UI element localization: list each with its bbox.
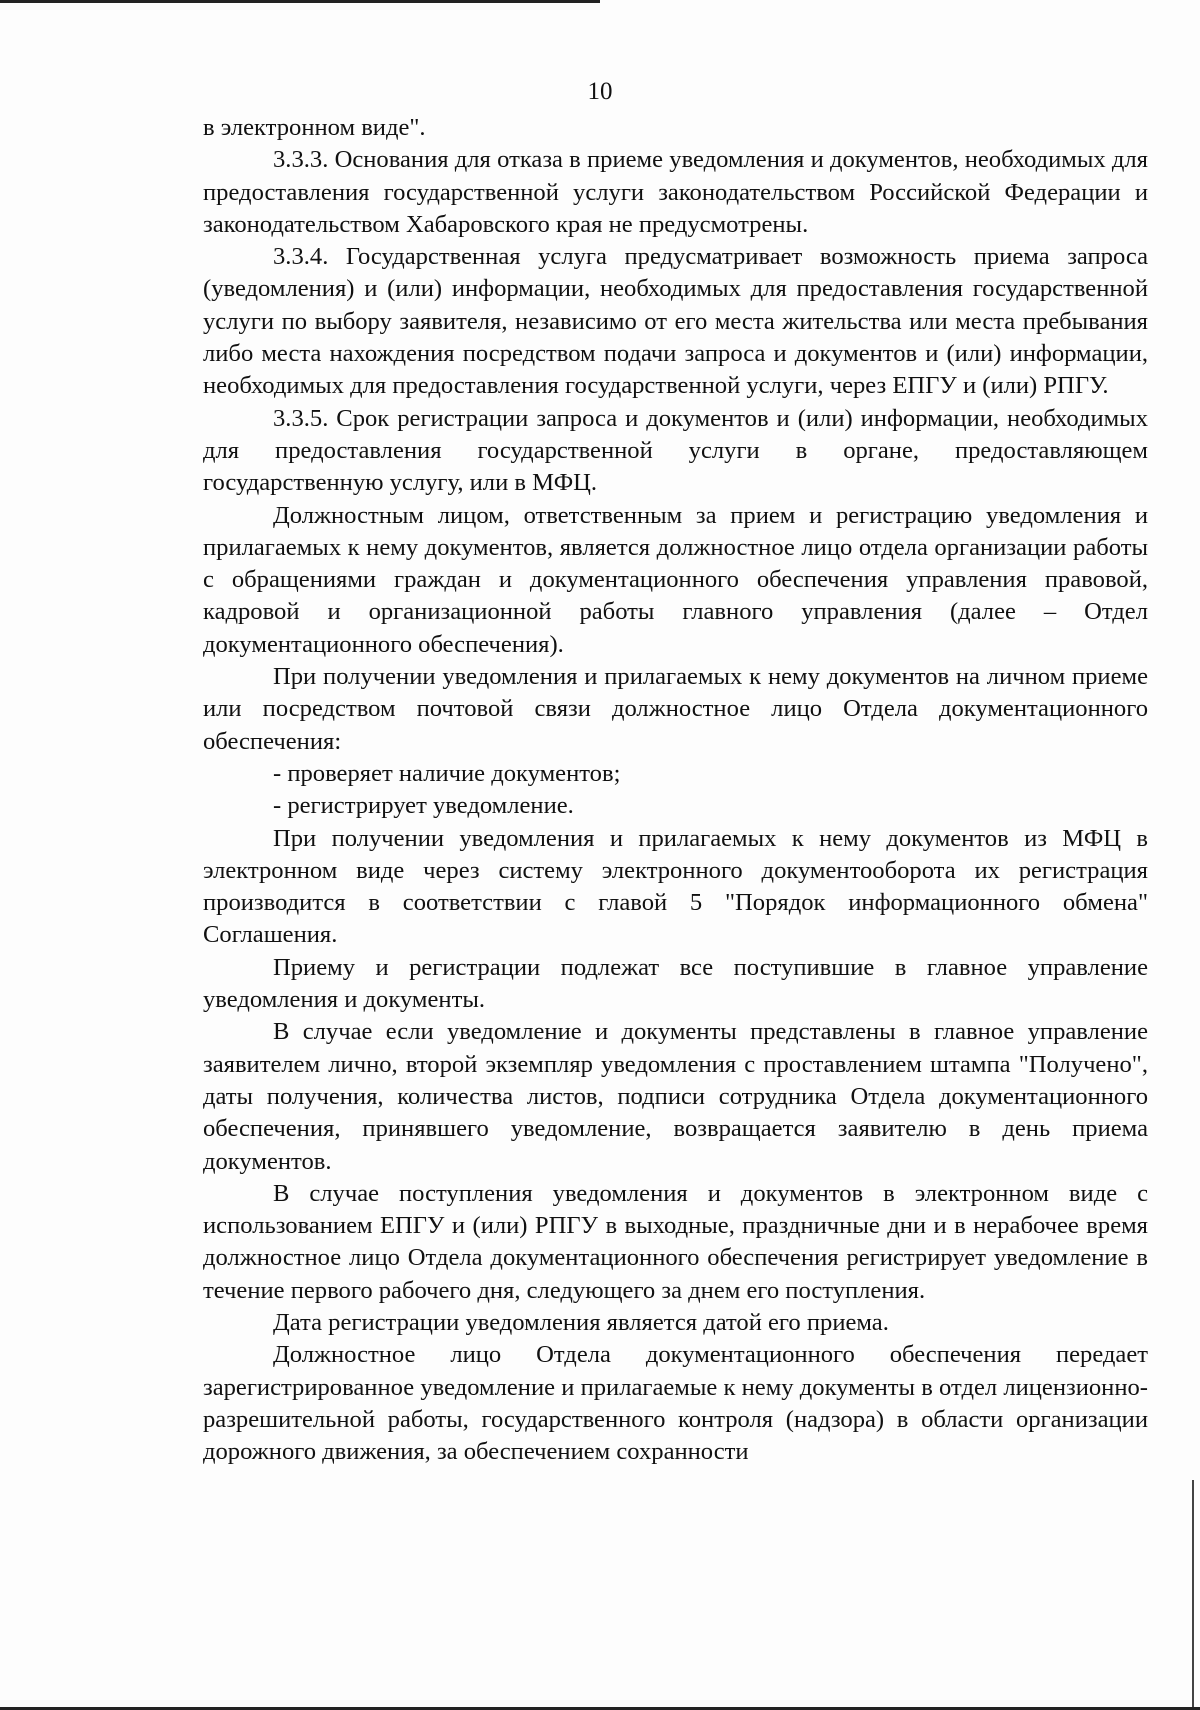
paragraph-transfer-documents: Должностное лицо Отдела документационного обеспечения передает зарегистрированное уведомление и прилагаемые к нему документы в отдел лицензионно-разрешительной работы, государственного контроля (надзора) в области организации дорожного движения, за обеспечением сохранности (203, 1341, 1148, 1466)
paragraph-electronic-holidays: В случае поступления уведомления и документов в электронном виде с использованием ЕПГУ и (или) РПГУ в выходные, праздничные дни и в нерабочее время должностное лицо Отдела документационного обеспечения регистрирует уведомление в течение первого рабочего дня, следующего за днем его поступления. (203, 1179, 1148, 1304)
document-body (203, 112, 1148, 1468)
paragraph-continuation: в электронном виде". (203, 114, 426, 141)
paragraph-registration-date: Дата регистрации уведомления является датой его приема. (273, 1308, 889, 1336)
paragraph-personal-submission: В случае если уведомление и документы представлены в главное управление заявителем лично, второй экземпляр уведомления с проставлением штампа "Получено", даты получения, количества листов, подписи сотрудника Отдела документационного обеспечения, принявшего уведомление, возвращается заявителю в день приема документов. (203, 1018, 1148, 1175)
list-item-check-documents: - проверяет наличие документов; (273, 759, 621, 787)
page-number: 10 (587, 78, 613, 105)
paragraph-responsible-official: Должностным лицом, ответственным за прием и регистрацию уведомления и прилагаемых к нему документов, является должностное лицо отдела организации работы с обращениями граждан и документационного обеспечения управления правовой, кадровой и организационной работы главного управления (далее – Отдел документационного обеспечения). (203, 501, 1148, 658)
paragraph-3-3-5: 3.3.5. Срок регистрации запроса и документов и (или) информации, необходимых для предоставления государственной услуги в органе, предоставляющем государственную услугу, или в МФЦ. (203, 404, 1148, 497)
paragraph-in-person-receipt: При получении уведомления и прилагаемых к нему документов на личном приеме или посредством почтовой связи должностное лицо Отдела документационного обеспечения: (203, 663, 1148, 755)
paragraph-all-received: Приему и регистрации подлежат все поступившие в главное управление уведомления и документы. (203, 953, 1148, 1014)
paragraph-3-3-4: 3.3.4. Государственная услуга предусматривает возможность приема запроса (уведомления) и (или) информации, необходимых для предоставления государственной услуги по выбору заявителя, независимо от его места жительства или места пребывания либо места нахождения посредством подачи запроса и документов и (или) информации, необходимых для предоставления государственной услуги, через ЕПГУ и (или) РПГУ. (203, 243, 1148, 400)
paragraph-mfc-electronic: При получении уведомления и прилагаемых к нему документов из МФЦ в электронном виде через систему электронного документооборота их регистрация производится в соответствии с главой 5 "Порядок информационного обмена" Соглашения. (203, 824, 1148, 949)
list-item-register-notice: - регистрирует уведомление. (273, 792, 574, 820)
scan-edge-top (0, 0, 600, 3)
scan-edge-right (1192, 1480, 1194, 1710)
paragraph-3-3-3: 3.3.3. Основания для отказа в приеме уведомления и документов, необходимых для предоставления государственной услуги законодательством Российской Федерации и законодательством Хабаровского края не предусмотрены. (203, 146, 1148, 238)
